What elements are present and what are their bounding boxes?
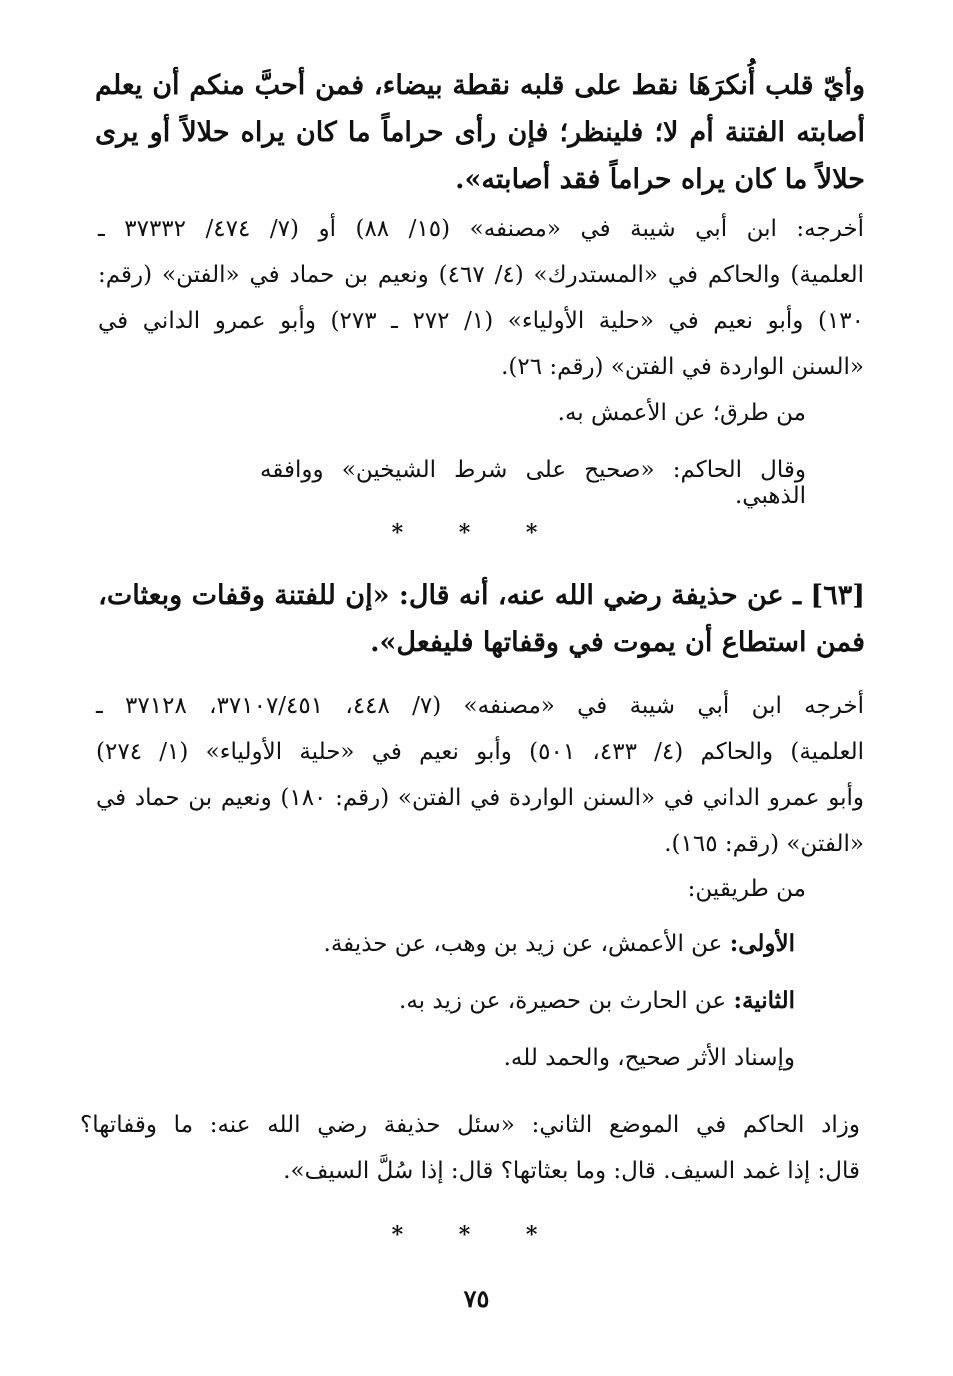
text-line: وأيّ قلب أُنكرَهَا نقط على قلبه نقطة بيضاء، فمن أحبَّ منكم أن يعلم xyxy=(95,70,865,101)
turuq-note-1: من طرق؛ عن الأعمش به. xyxy=(557,400,806,426)
text-line: العلمية) والحاكم في «المستدرك» (٤/ ٤٦٧) ونعيم بن حماد في «الفتن» (رقم: xyxy=(98,262,864,288)
turuq-note-2: من طريقين: xyxy=(687,876,806,902)
second-route xyxy=(330,987,795,1014)
text-line: أخرجه ابن أبي شيبة في «مصنفه» (٧/ ٤٤٨، ٣٧١٠٧/٤٥١، ٣٧١٢٨ ـ xyxy=(96,693,865,719)
hadith-continuation-paragraph xyxy=(95,62,865,203)
isnad-note: وإسناد الأثر صحيح، والحمد لله. xyxy=(503,1045,795,1071)
hakim-note-1: وقال الحاكم: «صحيح على شرط الشيخين» ووافقه الذهبي. xyxy=(260,457,806,509)
first-route-text: عن الأعمش، عن زيد بن وهب، عن حذيفة. xyxy=(323,931,723,957)
section-separator: * * * xyxy=(391,1222,562,1248)
text-line: العلمية) والحاكم (٤/ ٤٣٣، ٥٠١) وأبو نعيم في «حلية الأولياء» (١/ ٢٧٤) xyxy=(96,739,865,765)
text-line: «الفتن» (رقم: ١٦٥). xyxy=(664,831,864,857)
text-line: وأبو عمرو الداني في «السنن الواردة في الفتن» (رقم: ١٨٠) ونعيم بن حماد في xyxy=(96,785,864,811)
text-line: حلالاً ما كان يراه حراماً فقد أصابته». xyxy=(455,164,865,195)
text-line: فمن استطاع أن يموت في وقفاتها فليفعل». xyxy=(370,627,865,658)
hadith-63-heading xyxy=(100,572,865,666)
text-line: أخرجه: ابن أبي شيبة في «مصنفه» (١٥/ ٨٨) أو (٧/ ٤٧٤/ ٣٧٣٣٢ ـ xyxy=(98,216,864,242)
text-line: وزاد الحاكم في الموضع الثاني: «سئل حذيفة رضي الله عنه: ما وقفاتها؟ xyxy=(80,1112,860,1138)
takhrij-paragraph-1 xyxy=(98,206,864,390)
section-separator: * * * xyxy=(391,520,562,546)
text-line: [٦٣] ـ عن حذيفة رضي الله عنه، أنه قال: «إن للفتنة وقفات وبعثات، xyxy=(98,580,865,611)
page-number: ٧٥ xyxy=(463,1284,490,1313)
takhrij-paragraph-2 xyxy=(96,683,864,867)
second-route-text: عن الحارث بن حصيرة، عن زيد به. xyxy=(399,988,727,1014)
text-line: ١٣٠) وأبو نعيم في «حلية الأولياء» (١/ ٢٧٢ ـ ٢٧٣) وأبو عمرو الداني في xyxy=(98,308,864,334)
text-line: قال: إذا غمد السيف. قال: وما بعثاتها؟ قال: إذا سُلَّ السيف». xyxy=(283,1158,860,1184)
first-route xyxy=(270,930,795,957)
second-route-label: الثانية: xyxy=(733,987,795,1014)
text-line: «السنن الواردة في الفتن» (رقم: ٢٦). xyxy=(501,354,864,380)
text-line: أصابته الفتنة أم لا؛ فلينظر؛ فإن رأى حراماً ما كان يراه حلالاً أو يرى xyxy=(95,117,865,148)
hakim-addition-paragraph xyxy=(80,1102,860,1194)
first-route-label: الأولى: xyxy=(729,930,795,957)
